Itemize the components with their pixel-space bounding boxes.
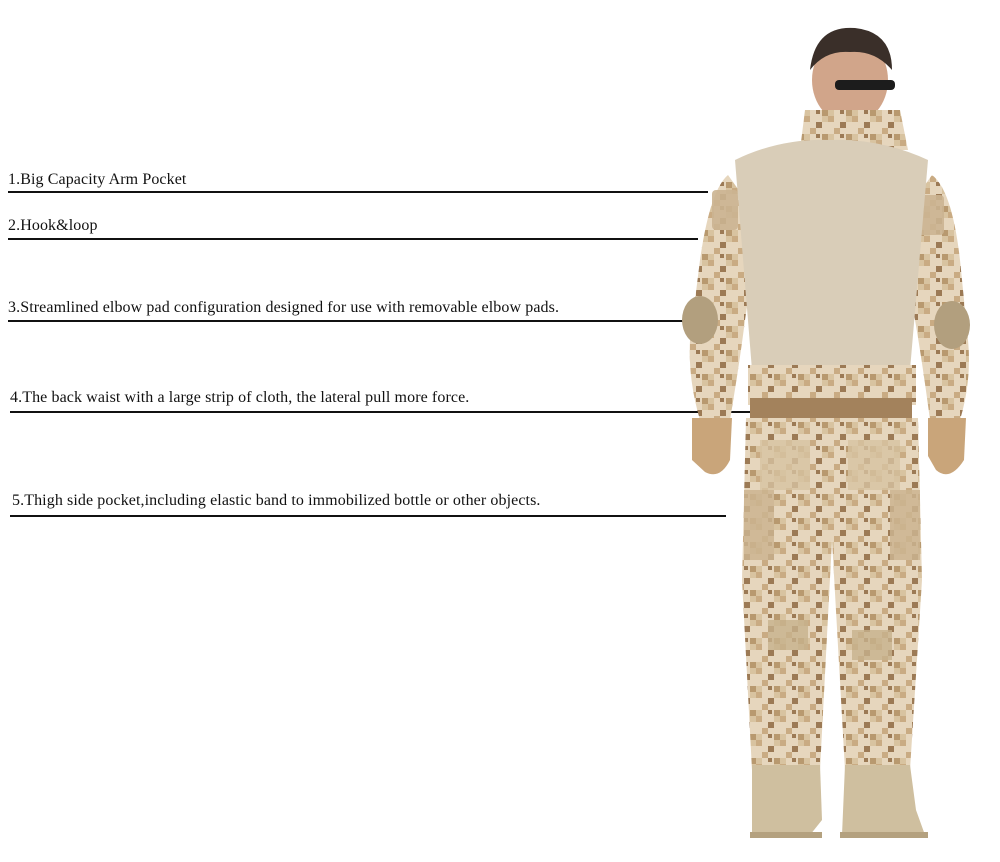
callout-1-leader-line <box>8 191 708 193</box>
callout-3-leader-line <box>8 320 688 322</box>
callout-2-leader-line <box>8 238 698 240</box>
model-back-view-illustration <box>660 20 980 850</box>
callout-1-label: 1.Big Capacity Arm Pocket <box>8 171 187 188</box>
callout-2-label: 2.Hook&loop <box>8 217 98 234</box>
callout-5-label: 5.Thigh side pocket,including elastic band to immobilized bottle or other objects. <box>12 492 541 509</box>
callout-5-leader-line <box>10 515 726 517</box>
callout-3-label: 3.Streamlined elbow pad configuration designed for use with removable elbow pads. <box>8 299 560 316</box>
callout-4-label: 4.The back waist with a large strip of cloth, the lateral pull more force. <box>10 389 470 406</box>
